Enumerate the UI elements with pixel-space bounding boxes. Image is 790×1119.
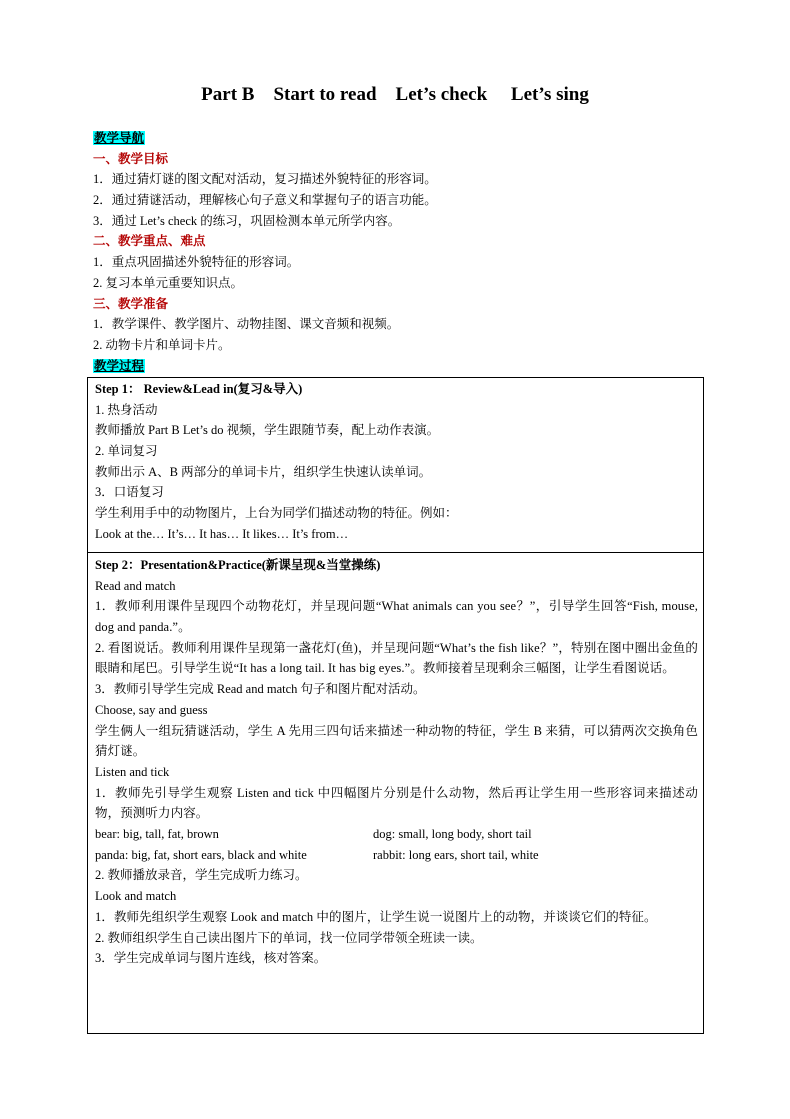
step1-line: 教师播放 Part B Let’s do 视频，学生跟随节奏，配上动作表演。 — [95, 423, 440, 438]
listen-and-tick-label: Listen and tick — [95, 764, 170, 779]
objective-item: 2．通过猜谜活动，理解核心句子意义和掌握句子的语言功能。 — [93, 193, 437, 208]
key-points-heading: 二、教学重点、难点 — [93, 234, 206, 249]
read-match-paragraph: 3．教师引导学生完成 Read and match 句子和图片配对活动。 — [95, 682, 426, 697]
preparation-heading: 三、教学准备 — [93, 296, 169, 311]
read-match-paragraph: 2. 看图说话。教师利用课件呈现第一盏花灯(鱼)，并呈现问题“What’s the fish like？”，特别在图中圈出金鱼的眼睛和尾巴。引导学生说“It has a long tail. It has big eyes.”。教师接着呈现剩余三幅图，让学生看图说话。 — [95, 640, 698, 676]
preparation-item: 1．教学课件、教学图片、动物挂图、课文音频和视频。 — [93, 317, 400, 332]
step1-heading: Step 1： Review&Lead in(复习&导入) — [95, 382, 303, 396]
objective-item: 1．通过猜灯谜的图文配对活动，复习描述外貌特征的形容词。 — [93, 172, 437, 187]
step1-cell — [95, 379, 695, 545]
animal-description: bear: big, tall, fat, brown — [95, 827, 219, 842]
look-paragraph: 2. 教师组织学生自己读出图片下的单词，找一位同学带领全班读一读。 — [95, 930, 483, 945]
table-divider — [88, 552, 703, 553]
look-paragraph: 3．学生完成单词与图片连线，核对答案。 — [95, 951, 327, 966]
step1-line: 2. 单词复习 — [95, 444, 158, 459]
step1-line: 教师出示 A、B 两部分的单词卡片，组织学生快速认读单词。 — [95, 464, 432, 479]
process-label: 教学过程 — [94, 358, 145, 373]
choose-paragraph: 学生俩人一组玩猜谜活动，学生 A 先用三四句话来描述一种动物的特征，学生 B 来猜，可以猜两次交换角色猜灯谜。 — [95, 723, 698, 759]
process-table — [87, 377, 704, 1034]
animal-description-row — [95, 845, 698, 866]
step1-line: Look at the… It’s… It has… It likes… It’s from… — [95, 526, 349, 541]
listen-paragraph: 1．教师先引导学生观察 Listen and tick 中四幅图片分别是什么动物，然后再让学生用一些形容词来描述动物，预测听力内容。 — [95, 785, 698, 821]
key-point-item: 1．重点巩固描述外貌特征的形容词。 — [93, 255, 300, 270]
look-paragraph: 1．教师先组织学生观察 Look and match 中的图片，让学生说一说图片上的动物，并谈谈它们的特征。 — [95, 909, 657, 924]
page-title: Part B Start to read Let’s check Let’s sing — [201, 84, 589, 105]
animal-description-row — [95, 824, 698, 845]
step1-line: 学生利用手中的动物图片，上台为同学们描述动物的特征。例如： — [95, 506, 458, 521]
read-match-paragraph: 1．教师利用课件呈现四个动物花灯，并呈现问题“What animals can you see？”，引导学生回答“Fish, mouse, dog and panda.”。 — [95, 599, 698, 635]
step2-heading: Step 2：Presentation&Practice(新课呈现&当堂操练) — [95, 558, 381, 572]
animal-description: dog: small, long body, short tail — [373, 827, 532, 842]
step1-line: 1. 热身活动 — [95, 402, 158, 417]
step1-line: 3．口语复习 — [95, 485, 164, 500]
choose-say-guess-label: Choose, say and guess — [95, 702, 208, 717]
step2-cell — [95, 555, 698, 969]
look-and-match-label: Look and match — [95, 889, 177, 904]
objectives-heading: 一、教学目标 — [93, 151, 169, 166]
listen-paragraph: 2. 教师播放录音，学生完成听力练习。 — [95, 868, 308, 883]
lesson-overview — [93, 128, 703, 376]
key-point-item: 2. 复习本单元重要知识点。 — [93, 275, 244, 290]
animal-description: panda: big, fat, short ears, black and white — [95, 847, 307, 862]
guide-label: 教学导航 — [94, 131, 145, 145]
preparation-item: 2. 动物卡片和单词卡片。 — [93, 337, 231, 352]
animal-description: rabbit: long ears, short tail, white — [373, 847, 539, 862]
read-and-match-label: Read and match — [95, 578, 176, 593]
objective-item: 3．通过 Let’s check 的练习，巩固检测本单元所学内容。 — [93, 213, 401, 228]
